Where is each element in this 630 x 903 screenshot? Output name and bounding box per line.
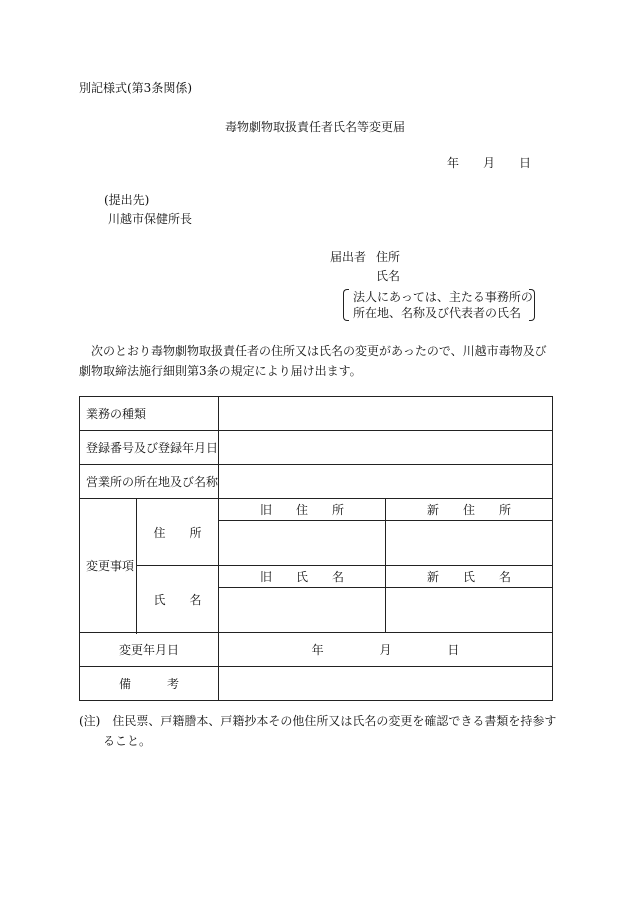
table-row: [80, 499, 553, 521]
old-address-header: 旧 住 所: [219, 499, 386, 521]
body-text: 次のとおり毒物劇物取扱責任者の住所又は氏名の変更があったので、川越市毒物及び劇物取締法施行細則第3条の規定により届け出ます。: [79, 344, 547, 378]
changes-label: 変更事項: [80, 499, 137, 633]
left-bracket: [343, 289, 349, 321]
date-year-label: 年: [447, 156, 460, 170]
old-name-header: 旧 氏 名: [219, 566, 386, 588]
office-field[interactable]: [219, 465, 553, 499]
corporate-note-line2: 所在地、名称及び代表者の氏名: [353, 306, 522, 320]
table-row: [80, 397, 553, 431]
table-row: [80, 465, 553, 499]
office-label: 営業所の所在地及び名称: [80, 465, 219, 499]
name-row-label: 氏 名: [137, 566, 219, 633]
table-row: [80, 667, 553, 701]
old-address-field[interactable]: [219, 521, 386, 566]
note-line1: (注) 住民票、戸籍謄本、戸籍抄本その他住所又は氏名の変更を確認できる書類を持参す: [79, 714, 557, 728]
change-date-day: 日: [447, 643, 460, 657]
form-label: 別記様式(第3条関係): [79, 81, 192, 95]
business-type-label: 業務の種類: [80, 397, 219, 431]
change-date-year: 年: [311, 643, 324, 657]
recipient-label: (提出先): [104, 193, 150, 207]
table-row: [80, 633, 553, 667]
table-row: [80, 566, 553, 588]
remarks-label: 備 考: [80, 667, 219, 701]
document-title: 毒物劇物取扱責任者氏名等変更届: [224, 120, 405, 134]
registration-field[interactable]: [219, 431, 553, 465]
note: [79, 711, 559, 751]
change-date-field[interactable]: [219, 633, 553, 667]
date-month-label: 月: [483, 156, 496, 170]
registration-label: 登録番号及び登録年月日: [80, 431, 219, 465]
change-date-month: 月: [379, 643, 392, 657]
corporate-note: [343, 289, 535, 321]
change-date-label: 変更年月日: [80, 633, 219, 667]
right-bracket: [529, 289, 535, 321]
new-address-header: 新 住 所: [386, 499, 553, 521]
change-form-table: [79, 396, 553, 701]
remarks-field[interactable]: [219, 667, 553, 701]
recipient-name: 川越市保健所長: [108, 212, 193, 226]
note-line2: ること。: [103, 734, 152, 748]
corporate-note-line1: 法人にあっては、主たる事務所の: [353, 290, 533, 304]
date-day-label: 日: [519, 156, 532, 170]
applicant-label: 届出者: [330, 250, 367, 264]
applicant-name-label: 氏名: [376, 269, 401, 283]
old-name-field[interactable]: [219, 588, 386, 633]
address-row-label: 住 所: [137, 499, 219, 566]
table-row: [80, 431, 553, 465]
business-type-field[interactable]: [219, 397, 553, 431]
new-name-header: 新 氏 名: [386, 566, 553, 588]
new-address-field[interactable]: [386, 521, 553, 566]
applicant-address-label: 住所: [376, 250, 401, 264]
new-name-field[interactable]: [386, 588, 553, 633]
